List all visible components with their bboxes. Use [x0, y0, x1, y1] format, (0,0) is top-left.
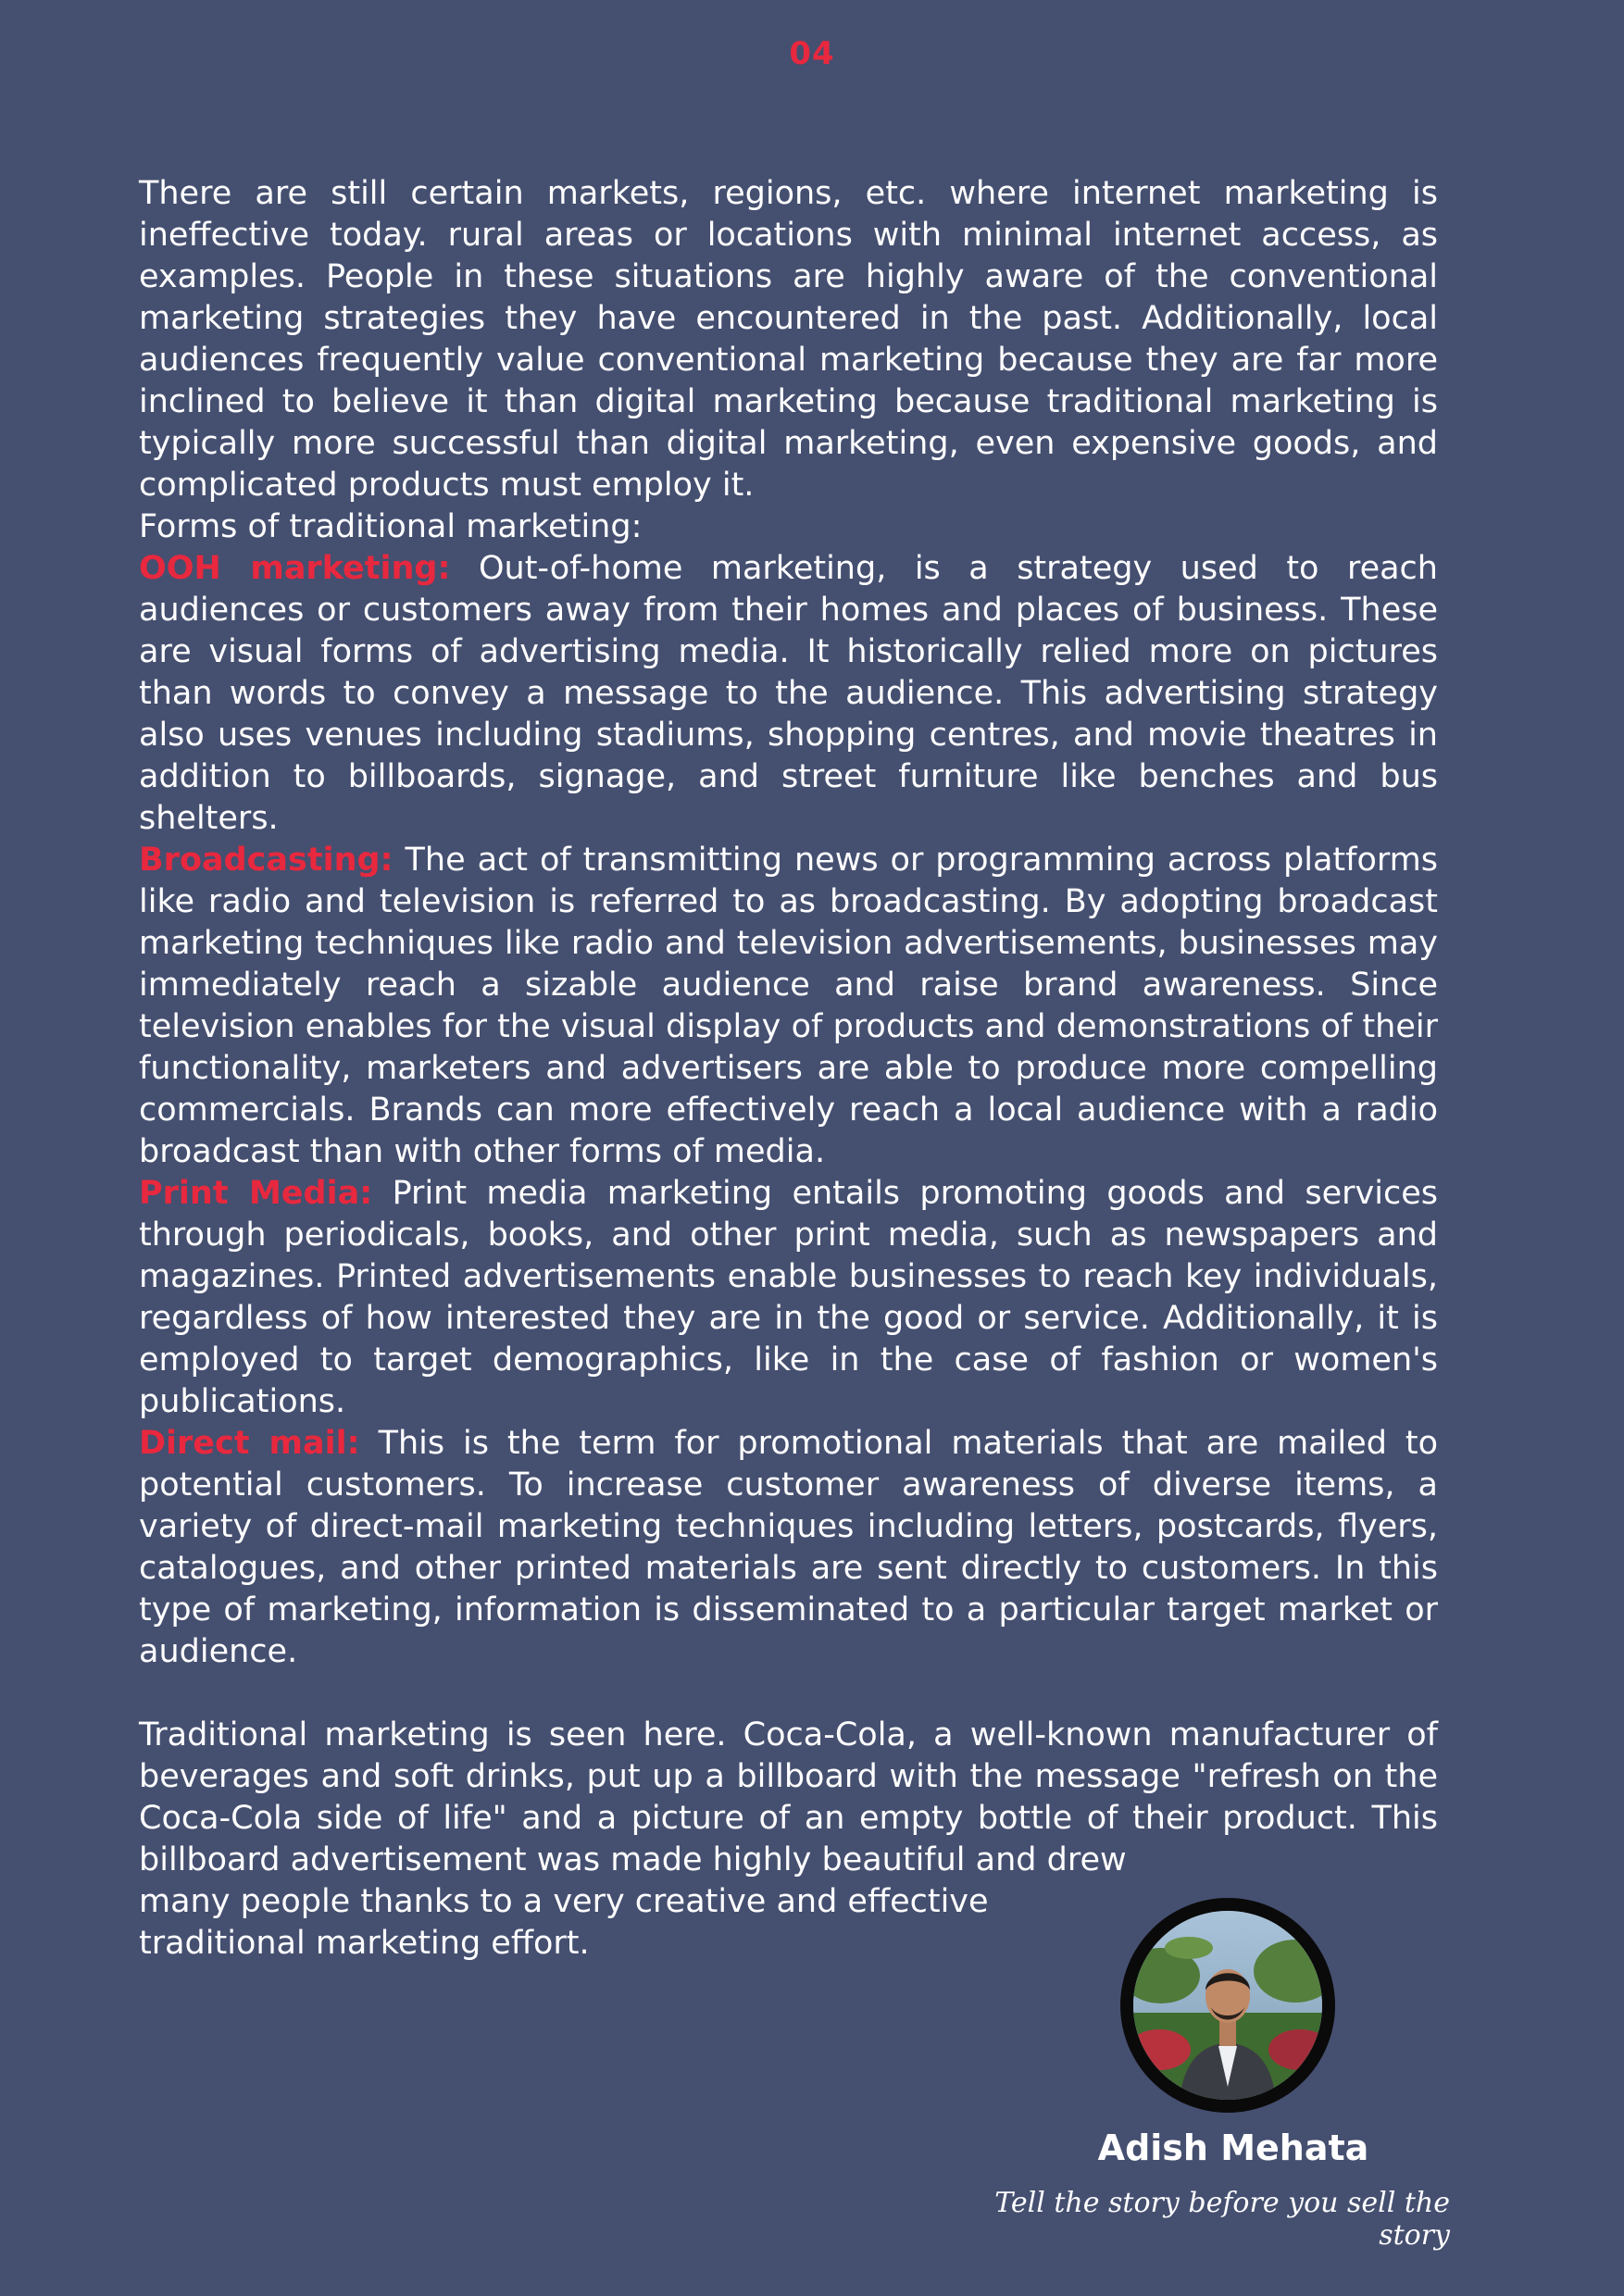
page-number: 04: [789, 35, 835, 72]
form-direct-mail-text: This is the term for promotional materials that are mailed to potential customers. To increase customer awareness of diverse items, a variety of direct-mail marketing techniques including letters, postcards, flyers, catalogues, and other printed materials are sent directly to customers. In this type of marketing, information is disseminated to a particular target market or audience.: [139, 1425, 1438, 1670]
form-print-media-text: Print media marketing entails promoting goods and services through periodicals, books, and other print media, such as newspapers and magazines. Printed advertisements enable businesses to reach key individuals, regardless of how interested they are in the good or service. Additionally, it is employed to target demographics, like in the case of fashion or women's publications.: [139, 1175, 1438, 1420]
form-print-media-term: Print Media:: [139, 1175, 373, 1212]
form-ooh-text: Out-of-home marketing, is a strategy used to reach audiences or customers away from their homes and places of business. These are visual forms of advertising media. It historically relied more on pictures than words to convey a message to the audience. This advertising strategy also uses venues including stadiums, shopping centres, and movie theatres in addition to billboards, signage, and street furniture like benches and bus shelters.: [139, 550, 1438, 837]
paragraph-spacer: [139, 1673, 1438, 1715]
closing-line-a: many people thanks to a very creative and effective: [139, 1883, 989, 1920]
author-photo-illustration: [1133, 1911, 1322, 2100]
author-avatar-frame: [1120, 1898, 1335, 2113]
article-body: [139, 173, 1438, 1965]
author-tagline: Tell the story before you sell the story: [994, 2187, 1450, 2252]
author-avatar: [1133, 1911, 1322, 2100]
closing-line-b: traditional marketing effort.: [139, 1925, 590, 1962]
form-direct-mail-term: Direct mail:: [139, 1425, 360, 1462]
form-broadcasting-term: Broadcasting:: [139, 842, 394, 879]
form-print-media: [139, 1173, 1438, 1423]
intro-paragraph: There are still certain markets, regions, etc. where internet marketing is ineffective today. rural areas or locations with minimal internet access, as examples. People in these situations are highly aware of the conventional marketing strategies they have encountered in the past. Additionally, local audiences frequently value conventional marketing because they are far more inclined to believe it than digital marketing because traditional marketing is typically more successful than digital marketing, even expensive goods, and complicated products must employ it.: [139, 175, 1438, 504]
author-name: Adish Mehata: [1097, 2128, 1369, 2168]
form-ooh: [139, 548, 1438, 840]
form-broadcasting-text: The act of transmitting news or programming across platforms like radio and television is referred to as broadcasting. By adopting broadcast marketing techniques like radio and television advertisements, businesses may immediately reach a sizable audience and raise brand awareness. Since television enables for the visual display of products and demonstrations of their functionality, marketers and advertisers are able to produce more compelling commercials. Brands can more effectively reach a local audience with a radio broadcast than with other forms of media.: [139, 842, 1438, 1170]
form-direct-mail: [139, 1423, 1438, 1673]
form-ooh-term: OOH marketing:: [139, 550, 451, 587]
forms-heading: Forms of traditional marketing:: [139, 508, 643, 545]
form-broadcasting: [139, 840, 1438, 1173]
closing-main: Traditional marketing is seen here. Coca-Cola, a well-known manufacturer of beverages and soft drinks, put up a billboard with the message "refresh on the Coca-Cola side of life" and a picture of an empty bottle of their product. This billboard advertisement was made highly beautiful and drew: [139, 1716, 1438, 1878]
